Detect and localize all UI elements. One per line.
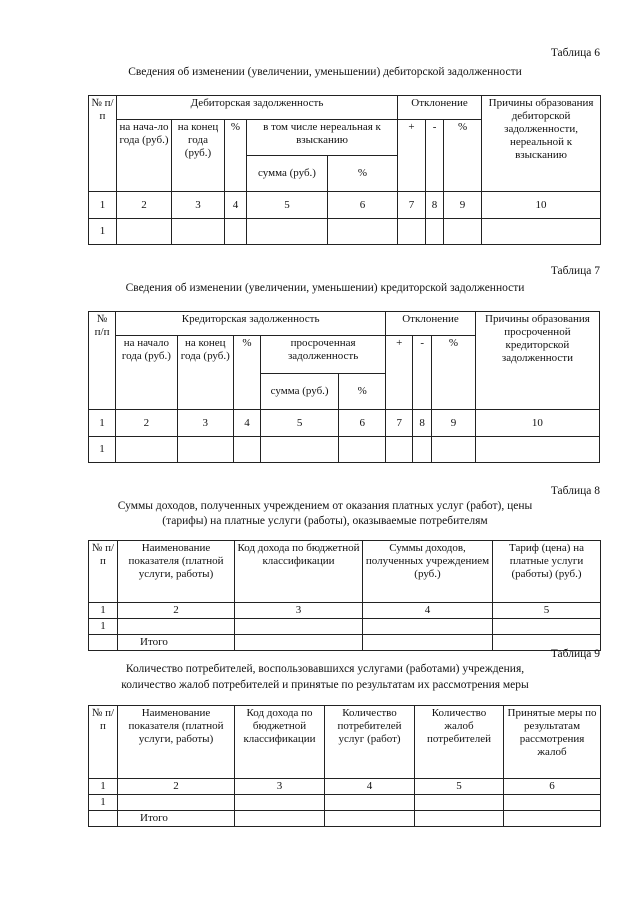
sub-percent-header: %: [328, 156, 398, 192]
total-label: Итого: [118, 811, 235, 827]
col-num: 1: [89, 410, 116, 437]
col-num: 4: [363, 603, 493, 619]
table-row: [89, 219, 601, 245]
table8-label: Таблица 8: [550, 485, 600, 497]
col-num: 3: [235, 603, 363, 619]
col-num: 1: [89, 192, 117, 219]
table9-label: Таблица 9: [550, 648, 600, 660]
complaints-header: Количество жалоб потребителей: [415, 706, 504, 779]
reasons-header: Причины образования просроченной кредиторской задолженности: [475, 312, 599, 410]
table7-title: Сведения об изменении (увеличении, уменьшении) кредиторской задолженности: [125, 282, 525, 294]
column-numbers-row: [89, 410, 600, 437]
income-sums-header: Суммы доходов, полученных учреждением (руб.): [363, 541, 493, 603]
deviation-header: Отклонение: [398, 96, 482, 120]
col-num: 2: [118, 779, 235, 795]
table6: [88, 95, 601, 245]
col-num: 8: [426, 192, 444, 219]
reasons-header: Причины образования дебиторской задолженности, нереальной к взысканию: [482, 96, 601, 192]
measures-header: Принятые меры по результатам рассмотрения жалоб: [504, 706, 601, 779]
col-num: 10: [482, 192, 601, 219]
table9-title-line2: количество жалоб потребителей и принятые по результатам их рассмотрения меры: [121, 679, 529, 691]
table-row: [89, 795, 601, 811]
col-num: 7: [398, 192, 426, 219]
col-num: 7: [386, 410, 413, 437]
payables-header: Кредиторская задолженность: [116, 312, 386, 336]
table-row: [89, 619, 601, 635]
col-num: 5: [261, 410, 339, 437]
col-number-header: № п/п: [89, 541, 118, 603]
column-numbers-row: [89, 779, 601, 795]
table6-label: Таблица 6: [550, 47, 600, 59]
total-row: [89, 811, 601, 827]
col-num: 6: [339, 410, 386, 437]
col-number-header: № п/п: [89, 706, 118, 779]
name-header: Наименование показателя (платной услуги, работы): [118, 706, 235, 779]
col-num: 10: [475, 410, 599, 437]
sub-percent-header: %: [339, 374, 386, 410]
sum-header: сумма (руб.): [247, 156, 328, 192]
table9: [88, 705, 601, 827]
col-num: 6: [328, 192, 398, 219]
unrecoverable-header: в том числе нереальная к взысканию: [247, 120, 398, 156]
percent-header: %: [233, 336, 260, 410]
col-num: 9: [432, 410, 476, 437]
col-num: 5: [493, 603, 601, 619]
end-year-header: на конец года (руб.): [177, 336, 233, 410]
plus-header: +: [398, 120, 426, 192]
name-header: Наименование показателя (платной услуги, работы): [118, 541, 235, 603]
plus-header: +: [386, 336, 413, 410]
col-num: 6: [504, 779, 601, 795]
col-num: 3: [235, 779, 325, 795]
table7-label: Таблица 7: [550, 265, 600, 277]
minus-header: -: [413, 336, 432, 410]
row-number: 1: [89, 219, 117, 245]
column-numbers-row: [89, 192, 601, 219]
start-year-header: на нача-ло года (руб.): [117, 120, 172, 192]
col-num: 5: [247, 192, 328, 219]
code-header: Код дохода по бюджетной классификации: [235, 541, 363, 603]
row-number: 1: [89, 619, 118, 635]
table8-title-line2: (тарифы) на платные услуги (работы), оказываемые потребителям: [162, 515, 488, 527]
col-num: 3: [172, 192, 225, 219]
col-num: 4: [225, 192, 247, 219]
table8: [88, 540, 601, 651]
table-row: [89, 437, 600, 463]
percent-header: %: [225, 120, 247, 192]
col-num: 2: [118, 603, 235, 619]
receivables-header: Дебиторская задолженность: [117, 96, 398, 120]
col-num: 3: [177, 410, 233, 437]
col-num: 8: [413, 410, 432, 437]
table7: [88, 311, 600, 463]
col-num: 4: [325, 779, 415, 795]
overdue-header: просроченная задолженность: [261, 336, 386, 374]
code-header: Код дохода по бюджетной классификации: [235, 706, 325, 779]
table8-title-line1: Суммы доходов, полученных учреждением от оказания платных услуг (работ), цены: [117, 500, 533, 512]
row-number: 1: [89, 437, 116, 463]
col-num: 1: [89, 779, 118, 795]
deviation-header: Отклонение: [386, 312, 476, 336]
consumers-header: Количество потребителей услуг (работ): [325, 706, 415, 779]
row-number: 1: [89, 795, 118, 811]
col-num: 2: [117, 192, 172, 219]
table6-title: Сведения об изменении (увеличении, уменьшении) дебиторской задолженности: [128, 66, 522, 78]
col-num: 1: [89, 603, 118, 619]
deviation-percent-header: %: [432, 336, 476, 410]
sum-header: сумма (руб.): [261, 374, 339, 410]
col-number-header: № п/п: [89, 312, 116, 410]
col-num: 9: [444, 192, 482, 219]
total-label: Итого: [118, 635, 235, 651]
column-numbers-row: [89, 603, 601, 619]
col-num: 5: [415, 779, 504, 795]
start-year-header: на начало года (руб.): [116, 336, 178, 410]
tariff-header: Тариф (цена) на платные услуги (работы) (руб.): [493, 541, 601, 603]
col-number-header: № п/п: [89, 96, 117, 192]
deviation-percent-header: %: [444, 120, 482, 192]
col-num: 4: [233, 410, 260, 437]
table9-title-line1: Количество потребителей, воспользовавшихся услугами (работами) учреждения,: [125, 663, 525, 675]
end-year-header: на конец года (руб.): [172, 120, 225, 192]
minus-header: -: [426, 120, 444, 192]
col-num: 2: [116, 410, 178, 437]
